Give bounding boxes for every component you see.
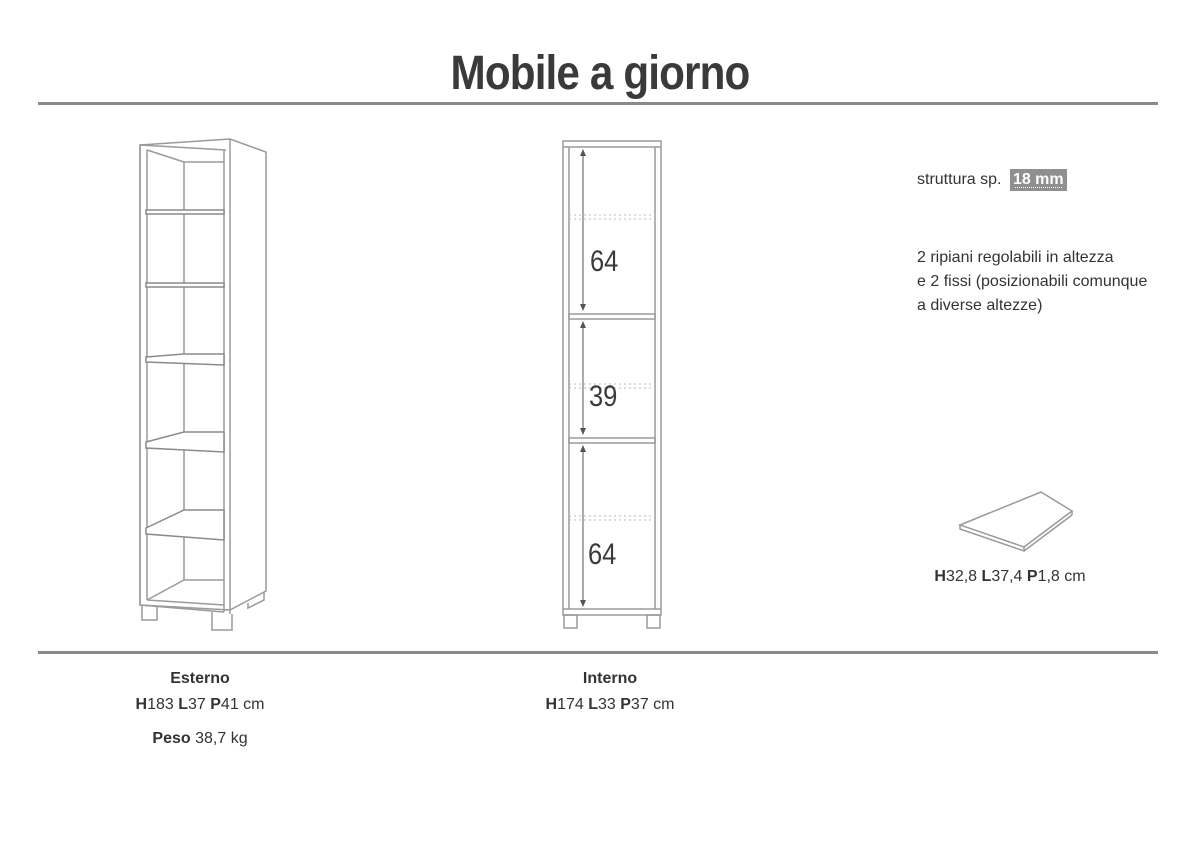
shelf-panel-drawing — [960, 492, 1072, 551]
external-dimensions — [110, 666, 290, 752]
compartment-height-top: 64 — [590, 245, 619, 278]
internal-heading: Interno — [582, 670, 638, 687]
shelf-panel-dimensions: H32,8 L37,4 P1,8 cm — [934, 568, 1086, 585]
structure-label: struttura sp. — [917, 171, 1002, 188]
external-hlp: H183 L37 P41 cm — [135, 696, 265, 713]
external-weight: Peso 38,7 kg — [152, 730, 248, 747]
bookcase-perspective-drawing — [140, 139, 266, 630]
page-title: Mobile a giorno — [450, 47, 750, 100]
shelves-note-line: e 2 fissi (posizionabili comunque — [917, 273, 1148, 290]
thickness-badge: 18 mm — [1010, 169, 1067, 191]
external-heading: Esterno — [170, 670, 230, 687]
internal-dimensions — [520, 666, 700, 718]
bottom-divider — [38, 651, 1158, 654]
internal-hlp: H174 L33 P37 cm — [545, 696, 675, 713]
shelves-note-line: a diverse altezze) — [917, 297, 1043, 314]
shelves-note — [917, 246, 1147, 318]
shelves-note-line: 2 ripiani regolabili in altezza — [917, 249, 1114, 266]
structure-thickness-note — [917, 168, 1067, 192]
compartment-height-middle: 39 — [589, 380, 618, 413]
compartment-height-bottom: 64 — [588, 538, 617, 571]
